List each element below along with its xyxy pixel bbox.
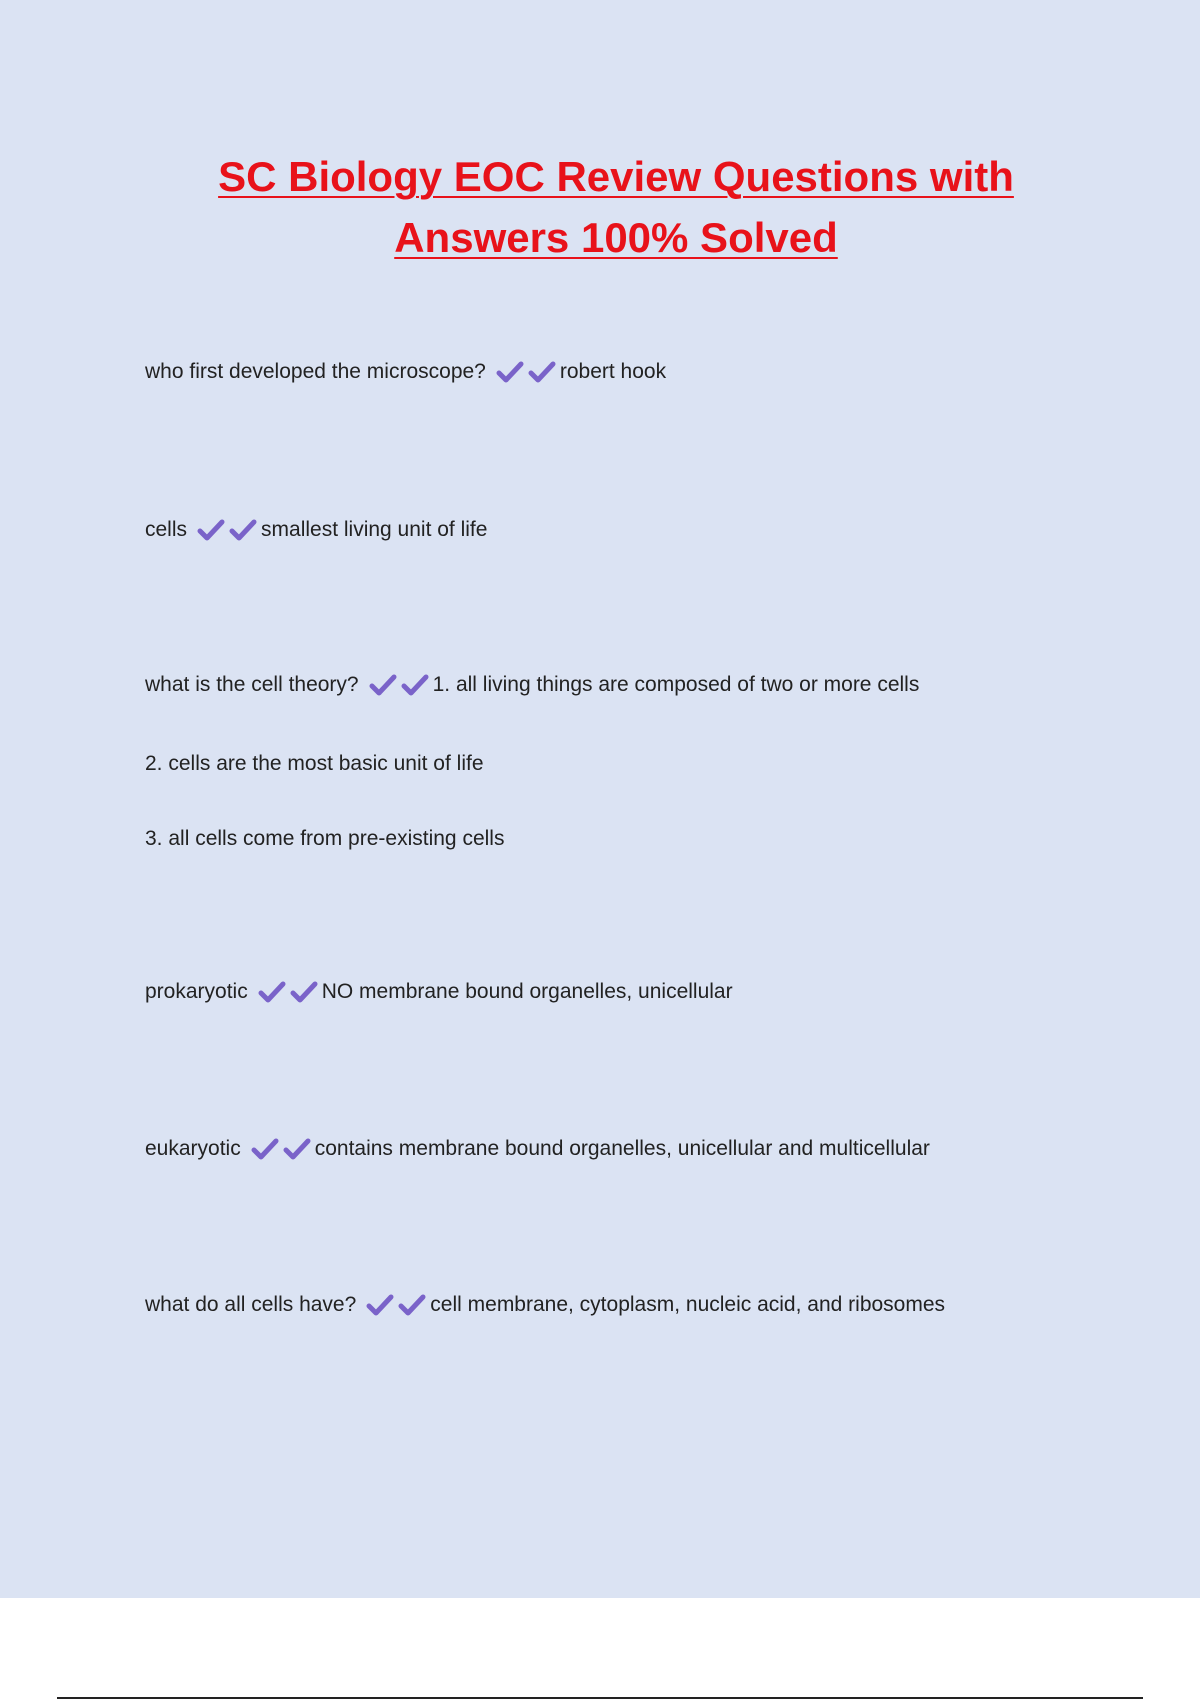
- question-text: eukaryotic: [145, 1137, 241, 1160]
- check-mark-icon: [398, 1293, 426, 1317]
- title-line-1: SC Biology EOC Review Questions with: [218, 153, 1014, 200]
- check-marks: [197, 518, 257, 542]
- qa-entry: [145, 670, 919, 700]
- check-mark-icon: [401, 673, 429, 697]
- check-marks: [496, 360, 556, 384]
- question-text: who first developed the microscope?: [145, 360, 486, 383]
- check-marks: [369, 673, 429, 697]
- qa-entry: [145, 515, 487, 545]
- answer-text: 1. all living things are composed of two or more cells: [432, 673, 920, 696]
- question-text: what is the cell theory?: [145, 673, 359, 696]
- qa-entry: [145, 1134, 930, 1164]
- answer-text: robert hook: [559, 360, 667, 383]
- check-mark-icon: [283, 1137, 311, 1161]
- check-mark-icon: [197, 518, 225, 542]
- check-mark-icon: [366, 1293, 394, 1317]
- check-marks: [366, 1293, 426, 1317]
- check-marks: [251, 1137, 311, 1161]
- check-marks: [258, 980, 318, 1004]
- check-mark-icon: [528, 360, 556, 384]
- check-mark-icon: [369, 673, 397, 697]
- answer-text: cell membrane, cytoplasm, nucleic acid, and ribosomes: [430, 1293, 946, 1316]
- question-text: what do all cells have?: [145, 1293, 357, 1316]
- qa-entry: [145, 1290, 945, 1320]
- qa-entry: [145, 357, 666, 387]
- document-title: [100, 146, 1132, 268]
- check-mark-icon: [229, 518, 257, 542]
- answer-continuation-line: 3. all cells come from pre-existing cells: [145, 827, 505, 850]
- check-mark-icon: [251, 1137, 279, 1161]
- question-text: prokaryotic: [145, 980, 248, 1003]
- check-mark-icon: [496, 360, 524, 384]
- answer-text: contains membrane bound organelles, unicellular and multicellular: [314, 1137, 930, 1160]
- qa-entry: [145, 977, 733, 1007]
- footer-divider: [57, 1697, 1143, 1699]
- question-text: cells: [145, 518, 188, 541]
- check-mark-icon: [258, 980, 286, 1004]
- title-line-2: Answers 100% Solved: [394, 214, 838, 261]
- check-mark-icon: [290, 980, 318, 1004]
- answer-text: smallest living unit of life: [261, 518, 488, 541]
- answer-text: NO membrane bound organelles, unicellular: [321, 980, 733, 1003]
- answer-continuation-line: 2. cells are the most basic unit of life: [145, 752, 484, 775]
